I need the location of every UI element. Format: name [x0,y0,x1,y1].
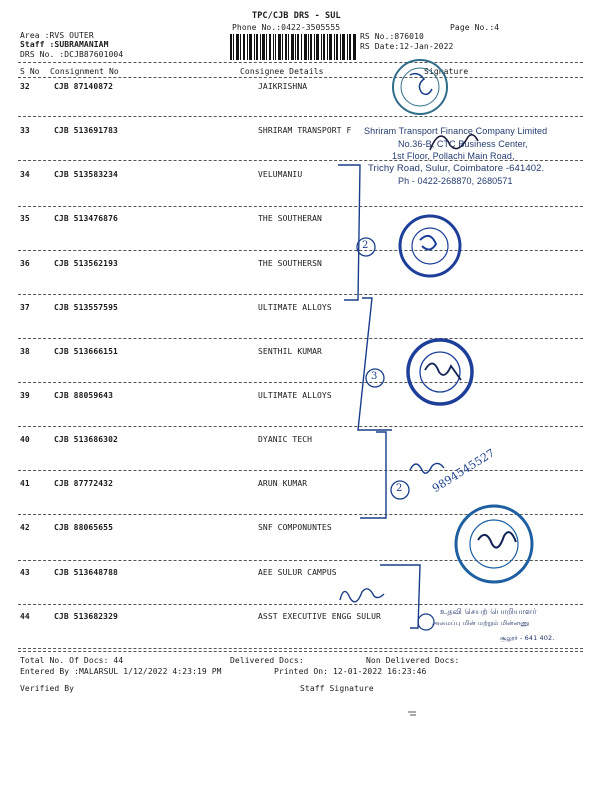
stamp-line: Ph - 0422-268870, 2680571 [398,176,513,186]
row-consignee: JAIKRISHNA [258,82,308,91]
col-consignee: Consignee Details [240,67,324,76]
row-consignment: CJB 513557595 [54,303,118,312]
row-sno: 42 [20,523,30,532]
stamp-line: 1st Floor, Pollachi Main Road, [392,151,515,161]
staff-signature: Staff Signature [300,684,374,693]
row-consignment: CJB 513476876 [54,214,118,223]
round-stamp [393,60,447,114]
bracket-line [380,565,420,628]
area-label: Area :RVS OUTER [20,31,94,40]
non-delivered-docs: Non Delivered Docs: [366,656,460,665]
drs-number: DRS No. :DCJB87601004 [20,50,124,59]
row-consignee: SHRIRAM TRANSPORT F [258,126,352,135]
entered-by: Entered By :MALARSUL 1/12/2022 4:23:19 PM [20,667,222,676]
row-sno: 32 [20,82,30,91]
delivered-docs: Delivered Docs: [230,656,304,665]
row-sno: 41 [20,479,30,488]
round-stamp [408,340,472,404]
page-number: Page No.:4 [450,23,500,32]
row-sno: 37 [20,303,30,312]
row-consignment: CJB 513682329 [54,612,118,621]
signature [410,463,444,473]
row-sno: 38 [20,347,30,356]
row-consignment: CJB 87140872 [54,82,113,91]
row-sno: 39 [20,391,30,400]
col-signature: Signature [424,67,469,76]
row-consignee: ASST EXECUTIVE ENGG SULUR [258,612,381,621]
row-consignee: VELUMANIU [258,170,303,179]
handwritten-phone: 9894545527 [430,446,498,496]
row-consignment: CJB 513648788 [54,568,118,577]
row-consignment: CJB 513691783 [54,126,118,135]
round-stamp [456,506,532,582]
handwritten-mark: 3 [371,371,378,382]
rs-date: RS Date:12-Jan-2022 [360,42,454,51]
row-consignee: ARUN KUMAR [258,479,308,488]
row-consignment: CJB 87772432 [54,479,113,488]
row-sno: 40 [20,435,30,444]
verified-by: Verified By [20,684,75,693]
row-sno: 34 [20,170,30,179]
row-consignee: THE SOUTHERAN [258,214,322,223]
col-consignment: Consignment No [50,67,119,76]
col-sno: S No [20,67,40,76]
rs-number: RS No.:876010 [360,32,424,41]
row-consignee: SENTHIL KUMAR [258,347,322,356]
phone-number: Phone No.:0422-3505555 [232,23,341,32]
stamp-line: அமைப்பு மின் மற்றும் மின்னணு [432,619,530,627]
bracket-line [338,165,360,300]
row-consignee: DYANIC TECH [258,435,313,444]
row-consignment: CJB 513583234 [54,170,118,179]
row-consignment: CJB 88059643 [54,391,113,400]
round-stamp [400,216,460,276]
row-sno: 44 [20,612,30,621]
row-sno: 36 [20,259,30,268]
ink-mark [408,712,416,715]
row-consignee: SNF COMPONUNTES [258,523,332,532]
row-consignee: ULTIMATE ALLOYS [258,303,332,312]
divider [18,651,583,652]
stamp-line: உதவி செயற் பொறியாளர் [440,607,537,616]
report-title: TPC/CJB DRS - SUL [252,11,341,21]
staff-label: Staff :SUBRAMANIAM [20,40,109,49]
stamp-line: No.36-B, CTC Business Center, [398,139,528,149]
row-sno: 33 [20,126,30,135]
stamp-line: Trichy Road, Sulur, Coimbatore -641402. [368,163,545,174]
row-sno: 43 [20,568,30,577]
stamp-line: சூலூர் - 641 402. [500,634,555,642]
row-consignee: AEE SULUR CAMPUS [258,568,337,577]
stamp-line: Shriram Transport Finance Company Limited [364,126,548,136]
row-consignee: THE SOUTHERSN [258,259,322,268]
printed-on: Printed On: 12-01-2022 16:23:46 [274,667,427,676]
handwritten-mark: 2 [396,483,403,494]
row-consignment: CJB 513686302 [54,435,118,444]
total-docs: Total No. Of Docs: 44 [20,656,124,665]
signature [340,589,384,602]
bracket-line [360,432,386,518]
row-consignee: ULTIMATE ALLOYS [258,391,332,400]
row-consignment: CJB 88065655 [54,523,113,532]
row-consignment: CJB 513562193 [54,259,118,268]
row-sno: 35 [20,214,30,223]
bracket-line [358,298,392,430]
handwritten-mark: 2 [362,240,369,251]
row-consignment: CJB 513666151 [54,347,118,356]
